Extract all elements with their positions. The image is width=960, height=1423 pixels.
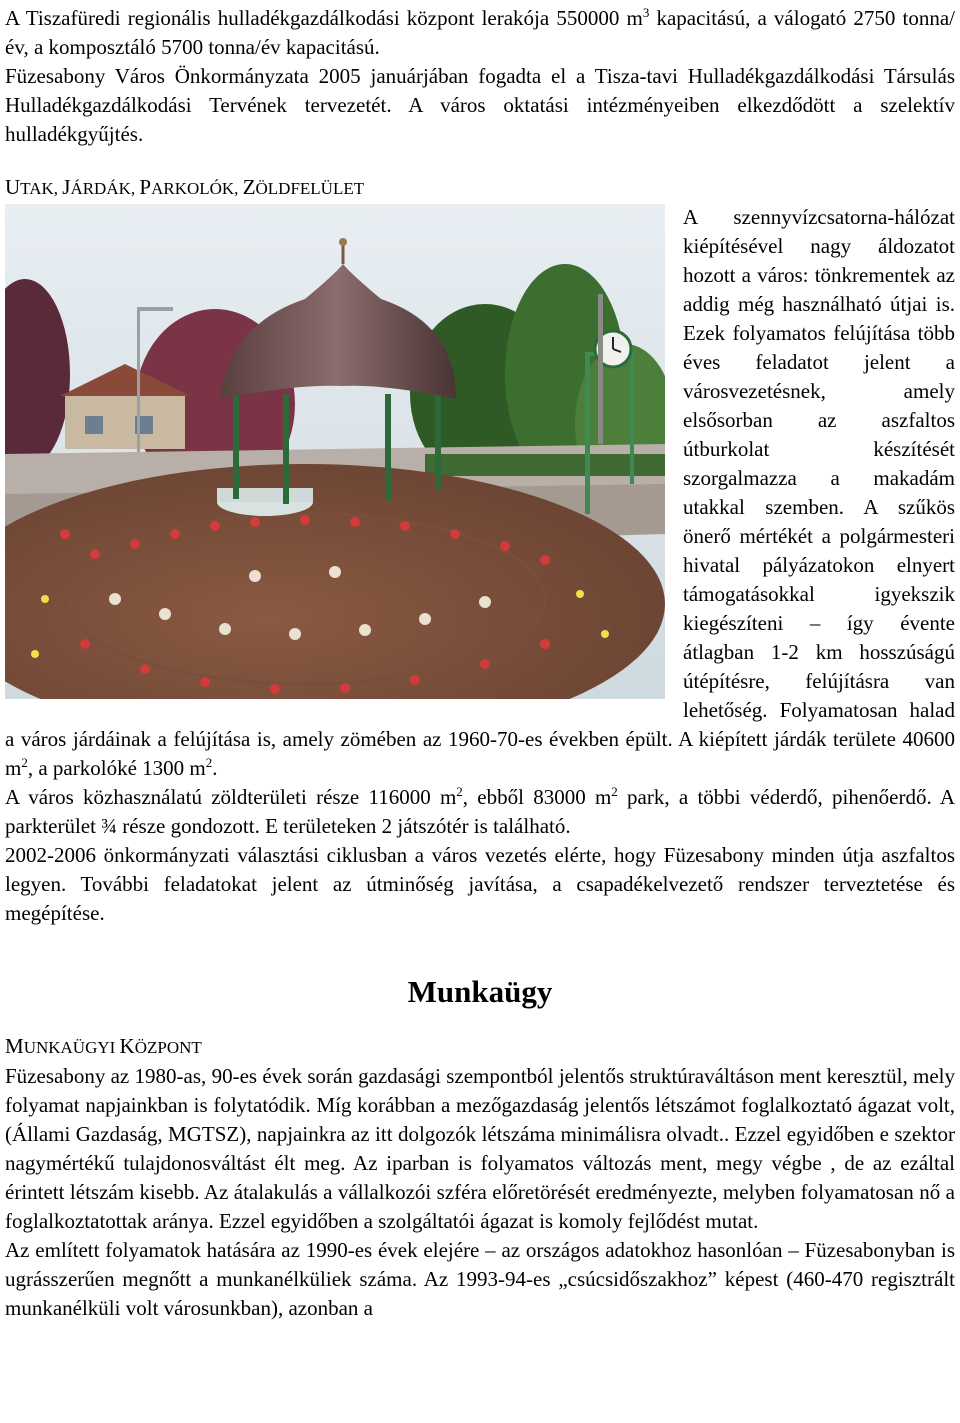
- heading-initial: K: [119, 1034, 135, 1058]
- heading-rest: ARKOLÓK,: [151, 179, 243, 198]
- heading-initial: U: [5, 175, 21, 199]
- heading-initial: J: [62, 175, 71, 199]
- section-heading-roads: [5, 173, 955, 203]
- park-gazebo-photo: [5, 204, 665, 699]
- superscript: 2: [611, 784, 618, 799]
- superscript: 2: [21, 755, 28, 770]
- section-heading-employment: [5, 1032, 955, 1062]
- paragraph-structural-change: Füzesabony az 1980-as, 90-es évek során gazdasági szempontból jelentős struktúraváltáson ment keresztül, mely folyamat napjainkban is folytatódik. Míg korábban a mezőgazdaság jelentős létszámot foglalkoztató ágazat volt, (Állami Gazdaság, MGTSZ), napjainkra az itt dolgozók létszáma minimálisra olvadt.. Ezzel egyidőben e szektor nagymértékű tulajdonosváltást élt meg. Az iparban is folyamatos változás ment, megy végbe , de az ezáltal érintett létszám kisebb. Az átalakulás a vállalkozói szféra előretörését eredményezte, melyben folyamatosan nő a foglalkoztatottak aránya. Ezzel egyidőben a szolgáltatói ágazat is komoly fejlődést mutat.: [5, 1064, 955, 1233]
- paragraph-waste-center: [5, 4, 955, 62]
- text: kapacitású, a válogató 2750 tonna/év, a komposztáló 5700 tonna/év kapacitású.: [5, 6, 956, 59]
- text: A szennyvízcsatorna-hálózat kiépítésével nagy áldozatot hozott a város: tönkrementek az addig még használható útjai is. Ezek folyamatos felújítása több éves feladatot jelent a városvezetésnek, amely elsősorban az aszfaltos útburkolat készítését szorgalmazza a makadám utakkal szemben. A szűkös önerő mértékét a polgármesteri hivatal pályázatokon elnyert támogatásokkal igyekszik kiegészíteni – így évente átlagban 1-2 km hosszúságú útépítésre, felújításra van lehetőség. Folyamatosan halad a város járdáinak a felújítása is, amely zömében az 1960-70-es években épült. A kiépített járdák területe 40600 m: [5, 205, 955, 780]
- heading-rest: ÁRDÁK,: [70, 179, 140, 198]
- heading-initial: P: [139, 175, 152, 199]
- heading-initial: Z: [242, 175, 256, 199]
- superscript: 2: [456, 784, 463, 799]
- heading-rest: ÖLDFELÜLET: [255, 179, 365, 198]
- superscript: 3: [642, 5, 650, 20]
- paragraph-asphalt: 2002-2006 önkormányzati választási ciklusban a város vezetés elérte, hogy Füzesabony minden útja aszfaltos legyen. További feladatokat jelent az útminőség javítása, a csapadékelvezető rendszer terveztetése és megépítése.: [5, 843, 955, 925]
- text: .: [212, 756, 218, 780]
- text: , ebből 83000 m: [462, 785, 612, 809]
- text: , a parkolóké 1300 m: [27, 756, 206, 780]
- paragraph-green-areas: [5, 783, 955, 841]
- heading-rest: ÖZPONT: [134, 1038, 202, 1057]
- heading-rest: TAK,: [20, 179, 63, 198]
- paragraph-unemployment: Az említett folyamatok hatására az 1990-es évek elejére – az országos adatokhoz hasonlóan – Füzesabonyban is ugrásszerűen megnőtt a munkanélküliek száma. Az 1993-94-es „csúcsidőszakhoz” képest (460-470 regisztrált munkanélküli volt városunkban), azonban a: [5, 1238, 955, 1320]
- text: A város közhasználatú zöldterületi része 116000 m: [5, 785, 457, 809]
- superscript: 2: [205, 755, 213, 770]
- paragraph-roads: [5, 203, 955, 783]
- page-title: Munkaügy: [407, 974, 553, 1009]
- heading-rest: UNKAÜGYI: [23, 1038, 120, 1057]
- paragraph-waste-plan: Füzesabony Város Önkormányzata 2005 januárjában fogadta el a Tisza-tavi Hulladékgazdálkodási Társulás Hulladékgazdálkodási Tervének tervezetét. A város oktatási intézményeiben elkezdődött a szelektív hulladékgyűjtés.: [5, 64, 955, 146]
- heading-initial: M: [5, 1034, 24, 1058]
- text: park, a többi véderdő, pihenőerdő. A parkterület ¾ része gondozott. E területeken 2 játszótér is található.: [5, 785, 955, 838]
- text: A Tiszafüredi regionális hulladékgazdálkodási központ lerakója 550000 m: [5, 6, 643, 30]
